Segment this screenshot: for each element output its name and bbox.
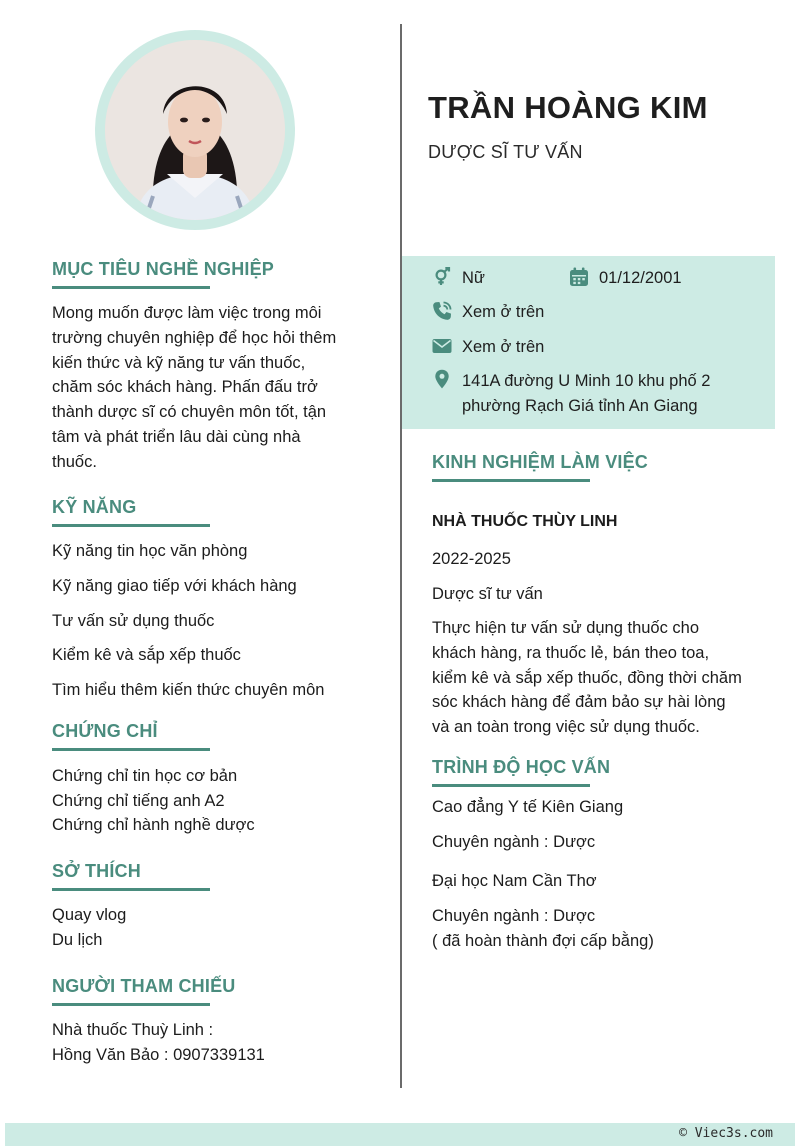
avatar [95,30,295,230]
candidate-name: TRẦN HOÀNG KIM [428,90,708,125]
certificates-list [52,764,352,838]
column-divider [400,24,402,1088]
objective-line: chăm sóc khách hàng. Phấn đấu trở [52,378,318,397]
objective-line: thuốc. [52,452,97,471]
school-name: Cao đẳng Y tế Kiên Giang [432,798,624,816]
section-title: MỤC TIÊU NGHỀ NGHIỆP [52,259,275,279]
section-title: TRÌNH ĐỘ HỌC VẤN [432,757,611,777]
footer-bar [5,1123,795,1146]
section-underline [52,1003,210,1006]
objective-section [52,259,352,289]
objective-line: thành dược sĩ có chuyên môn tốt, tận [52,403,327,422]
references-section [52,976,352,1006]
description-line: Thực hiện tư vấn sử dụng thuốc cho [432,619,700,637]
skills-section [52,497,352,527]
hobby-item: Quay vlog [52,906,127,924]
section-underline [52,748,210,751]
company-name: NHÀ THUỐC THÙY LINH [432,513,618,530]
hobbies-section [52,861,352,891]
work-period: 2022-2025 [432,550,511,568]
phone-value: Xem ở trên [462,303,545,321]
section-underline [52,888,210,891]
references-list [52,1018,352,1067]
education-section [432,757,757,787]
skill-item: Kỹ năng tin học văn phòng [52,542,248,560]
school-major: Chuyên ngành : Dược [432,833,596,851]
birthdate-value: 01/12/2001 [599,269,682,287]
skill-item: Tìm hiểu thêm kiến thức chuyên môn [52,681,325,699]
description-line: kiểm kê và sắp xếp thuốc, đồng thời chăm [432,668,742,687]
gender-value: Nữ [462,269,485,287]
section-underline [432,479,590,482]
section-underline [52,286,210,289]
school-major: Chuyên ngành : Dược [432,907,596,925]
section-title: NGƯỜI THAM CHIẾU [52,976,236,996]
certificate-item: Chứng chỉ tin học cơ bản [52,767,238,785]
section-title: KỸ NĂNG [52,497,137,517]
phone-icon [432,301,452,321]
skill-item: Kiểm kê và sắp xếp thuốc [52,646,241,664]
section-title: SỞ THÍCH [52,861,141,881]
section-title: KINH NGHIỆM LÀM VIỆC [432,452,649,472]
objective-text [52,301,352,475]
job-title: DƯỢC SĨ TƯ VẤN [428,142,583,162]
objective-line: kiến thức và kỹ năng tư vấn thuốc, [52,353,306,372]
work-description [432,616,757,740]
objective-line: tâm và phát triển lâu dài cùng nhà [52,427,301,446]
profile-photo [105,40,285,220]
description-line: và an toàn trong việc sử dụng thuốc. [432,718,700,737]
watermark: © Viec3s.com [679,1126,773,1141]
certificate-item: Chứng chỉ hành nghề dược [52,816,255,835]
reference-item: Hồng Văn Bảo : 0907339131 [52,1045,265,1064]
description-line: sóc khách hàng để đảm bảo sự hài lòng [432,693,726,712]
school-name: Đại học Nam Cần Thơ [432,872,597,890]
objective-line: trường chuyên nghiệp để học hỏi thêm [52,328,337,347]
certificates-section [52,721,352,751]
skill-item: Tư vấn sử dụng thuốc [52,612,215,630]
description-line: khách hàng, ra thuốc lẻ, bán theo toa, [432,643,710,662]
objective-line: Mong muốn được làm việc trong môi [52,304,322,322]
gender-icon [432,267,452,287]
hobbies-list [52,903,352,952]
hobby-item: Du lịch [52,930,103,949]
address-line-1: 141A đường U Minh 10 khu phố 2 [462,372,711,390]
section-title: CHỨNG CHỈ [52,721,158,741]
certificate-item: Chứng chỉ tiếng anh A2 [52,791,225,810]
calendar-icon [569,267,589,287]
experience-section [432,452,757,482]
education-note: ( đã hoàn thành đợi cấp bằng) [432,932,654,950]
work-position: Dược sĩ tư vấn [432,585,543,603]
address-line-2: phường Rạch Giá tỉnh An Giang [462,397,698,415]
email-value: Xem ở trên [462,338,545,356]
section-underline [52,524,210,527]
contact-panel [402,256,775,429]
reference-item: Nhà thuốc Thuỳ Linh : [52,1021,214,1039]
skill-item: Kỹ năng giao tiếp với khách hàng [52,577,297,595]
section-underline [432,784,590,787]
envelope-icon [432,336,452,356]
map-pin-icon [432,369,452,389]
